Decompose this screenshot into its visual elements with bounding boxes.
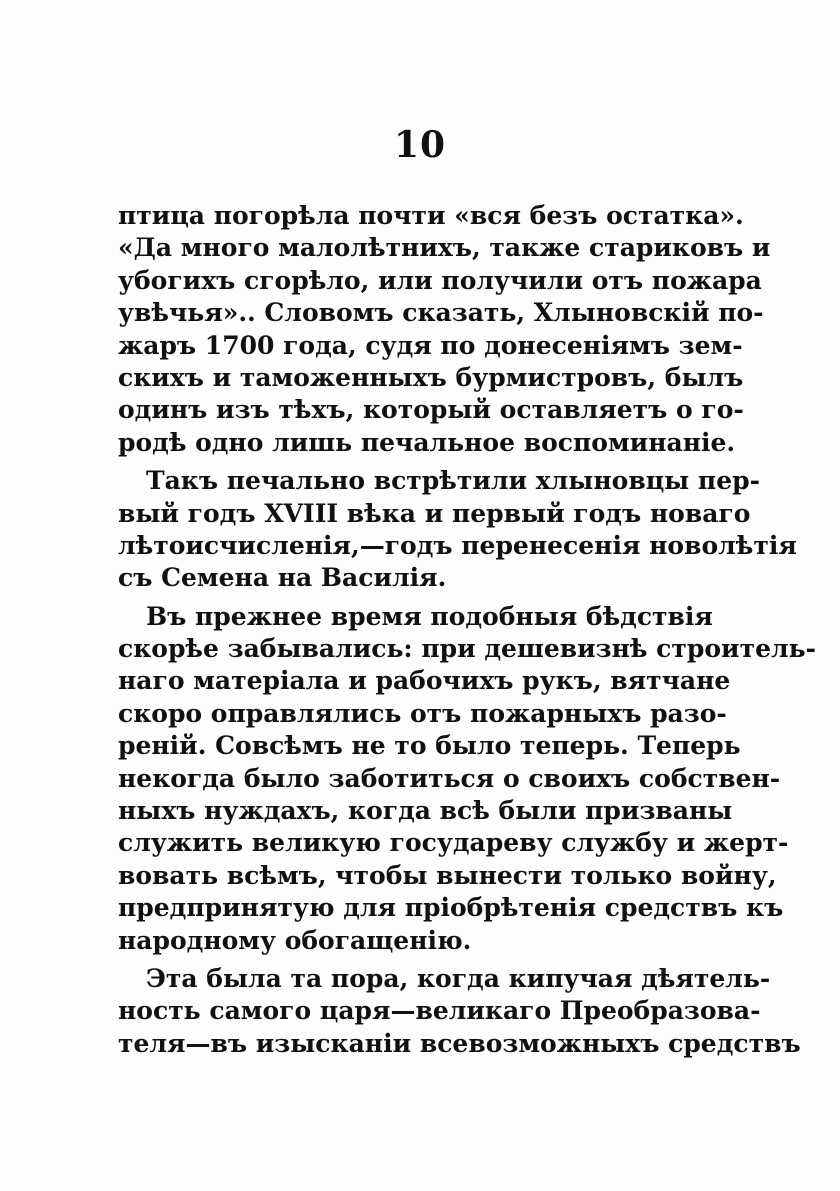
text-line: ныхъ нуждахъ, когда всѣ были призваны xyxy=(118,796,733,826)
paragraph xyxy=(118,601,816,957)
text-line: Эта была та пора, когда кипучая дѣятель- xyxy=(146,963,771,993)
text-line: «Да много малолѣтнихъ, также стариковъ и xyxy=(118,233,771,263)
text-line: вовать всѣмъ, чтобы вынести только войну, xyxy=(118,860,777,890)
text-line: убогихъ сгорѣло, или получили отъ пожара xyxy=(118,265,762,295)
text-line: предпринятую для пріобрѣтенія средствъ къ xyxy=(118,893,784,923)
text-line: ность самого царя—великаго Преобразова- xyxy=(118,996,761,1026)
text-line: жаръ 1700 года, судя по донесеніямъ зем- xyxy=(118,330,743,360)
text-line: теля—въ изысканіи всевозможныхъ средствъ xyxy=(118,1028,801,1058)
text-line: скорѣе забывались: при дешевизнѣ строитель- xyxy=(118,634,816,664)
text-line: родѣ одно лишь печальное воспоминаніе. xyxy=(118,427,736,457)
paragraph xyxy=(118,963,801,1060)
text-line: вый годъ XVIII вѣка и первый годъ новаго xyxy=(118,498,751,528)
text-line: скихъ и таможенныхъ бурмистровъ, былъ xyxy=(118,362,744,392)
text-line: одинъ изъ тѣхъ, который оставляетъ о го- xyxy=(118,395,744,425)
text-line: народному обогащенію. xyxy=(118,925,472,955)
paragraph xyxy=(118,200,771,459)
paragraph xyxy=(118,465,797,595)
text-line: увѣчья».. Словомъ сказать, Хлыновскій по- xyxy=(118,298,764,328)
text-line: наго матеріала и рабочихъ рукъ, вятчане xyxy=(118,666,731,696)
body-text xyxy=(118,200,816,1060)
text-line: Такъ печально встрѣтили хлыновцы пер- xyxy=(146,466,760,496)
text-line: служить великую государеву службу и жерт- xyxy=(118,828,789,858)
text-line: лѣтоисчисленія,—годъ перенесенія новолѣтія xyxy=(118,530,797,560)
text-line: скоро оправлялись отъ пожарныхъ разо- xyxy=(118,698,727,728)
text-line: Въ прежнее время подобныя бѣдствія xyxy=(146,601,713,631)
text-line: некогда было заботиться о своихъ собствен- xyxy=(118,763,781,793)
text-line: птица погорѣла почти «вся безъ остатка». xyxy=(118,201,744,230)
text-line: реній. Совсѣмъ не то было теперь. Теперь xyxy=(118,731,741,761)
page-number: 10 xyxy=(393,124,447,166)
text-line: съ Семена на Василія. xyxy=(118,563,447,593)
